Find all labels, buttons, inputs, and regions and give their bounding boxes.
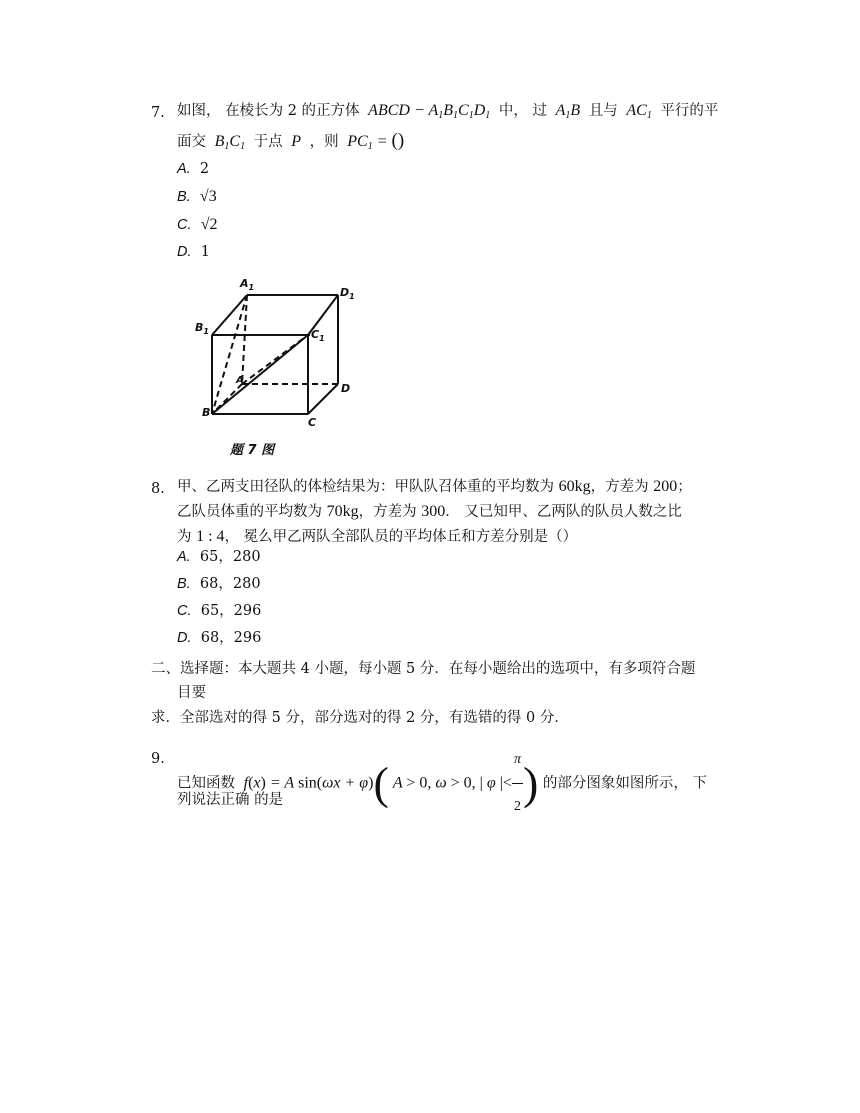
figure-caption: 题 7 图 <box>230 443 275 458</box>
option-label: A. <box>177 161 191 177</box>
option-label: B. <box>177 189 191 205</box>
label-a: A <box>236 375 244 386</box>
q8-text: ，方差为 <box>358 504 417 520</box>
q9-paren-right: ) <box>522 757 539 809</box>
option-value: 68，280 <box>199 576 261 592</box>
q8-value-200: 200 <box>653 478 678 495</box>
q8-value-300: 300 <box>421 503 446 520</box>
q7-stem-line2 <box>177 131 404 152</box>
q9-math-conditions: A > 0, ω > 0, | φ |< <box>388 774 512 792</box>
q9-stem-line2: 列说法正确 的是 <box>177 792 284 808</box>
q7-text-parallel: 平行的平 <box>660 103 719 119</box>
q7-text-then: ，则 <box>309 134 339 150</box>
q7-math-b1c1: $B_1C_1$ <box>210 133 246 152</box>
label-b1: $B_1$ <box>195 321 209 336</box>
q8-stem-line3 <box>177 529 577 545</box>
q8-text: ， 冕么甲乙两队全部队员的平均体丘和方差分别是（） <box>224 529 578 545</box>
q8-option-c[interactable] <box>177 604 261 619</box>
label-b: B <box>202 406 211 419</box>
label-d1: $D_1$ <box>340 286 355 301</box>
option-label: A. <box>177 549 191 565</box>
option-label: C. <box>177 217 192 233</box>
q8-option-a[interactable] <box>177 550 261 565</box>
q8-option-b[interactable] <box>177 577 261 592</box>
q8-stem-line1 <box>177 479 692 495</box>
q7-math-p: P <box>287 133 306 150</box>
q8-text: 为 <box>177 529 192 545</box>
label-a1: $A_1$ <box>240 277 255 292</box>
option-label: B. <box>177 576 191 592</box>
q8-option-d[interactable] <box>177 631 261 646</box>
q9-math-function: f(x) = A sin(ωx + φ) <box>239 774 374 792</box>
q7-text-through: 中， 过 <box>498 103 547 119</box>
q7-number: 7. <box>151 105 165 121</box>
option-value: 1 <box>200 244 210 260</box>
q8-text: ，方差为 <box>590 479 649 495</box>
q7-math-pc1: $PC_1$ = () <box>343 130 405 152</box>
q7-text-point: 于点 <box>253 134 283 150</box>
q7-math-cube: ABCD − $A_1B_1C_1D_1$ <box>364 102 491 121</box>
q7-option-d[interactable] <box>177 245 210 260</box>
section2-line1: 二、选择题：本大题共 4 小题，每小题 5 分．在每小题给出的选项中，有多项符合题 <box>151 661 696 677</box>
q7-math-ac1: $AC_1$ <box>622 102 652 121</box>
option-value: 2 <box>199 161 210 177</box>
option-label: D. <box>177 630 192 646</box>
q7-option-c[interactable] <box>177 217 218 233</box>
q8-stem-line2 <box>177 504 682 520</box>
q7-option-a[interactable] <box>177 162 209 177</box>
q8-text: 甲、乙两支田径队的体检结果为：甲队队召体重的平均数为 <box>177 479 554 495</box>
option-value: 65，280 <box>199 549 261 565</box>
q8-number: 8. <box>151 481 165 497</box>
q9-text: 的部分图象如图所示， 下 <box>542 775 708 792</box>
q8-value-ratio: 1 : 4 <box>196 528 225 545</box>
label-c: C <box>308 416 317 429</box>
q7-text-intro: 如图， 在棱长为 2 的正方体 <box>177 103 360 119</box>
label-d: D <box>341 382 351 395</box>
q9-text: 已知函数 <box>177 775 235 792</box>
q8-text: 乙队员体重的平均数为 <box>177 504 322 520</box>
q7-cube-figure <box>190 276 380 461</box>
q7-math-a1b: $A_1B$ <box>551 102 585 121</box>
q8-text: ． 又已知甲、乙两队的队员人数之比 <box>445 504 682 520</box>
q7-stem-line1 <box>177 103 718 121</box>
option-value: √3 <box>199 188 217 205</box>
q9-fraction-pi-over-2: $\frac{\pi}{2}$ <box>512 737 523 830</box>
q7-option-b[interactable] <box>177 189 217 205</box>
option-label: D. <box>177 244 192 260</box>
q9-paren-left: ( <box>373 757 389 809</box>
q7-text-plane: 面交 <box>177 134 206 150</box>
option-label: C. <box>177 603 192 619</box>
q7-text-and: 且与 <box>588 103 618 119</box>
section2-line2: 目要 <box>177 685 206 701</box>
option-value: √2 <box>200 216 218 233</box>
q9-number: 9. <box>151 751 165 767</box>
q8-value-70kg: 70kg <box>326 503 359 520</box>
q8-value-60kg: 60kg <box>558 478 591 495</box>
q8-text: ； <box>677 479 692 495</box>
section2-line3: 求．全部选对的得 5 分，部分选对的得 2 分，有选错的得 0 分． <box>151 710 569 726</box>
option-value: 68，296 <box>200 630 262 646</box>
option-value: 65，296 <box>200 603 262 619</box>
label-c1: $C_1$ <box>311 328 325 343</box>
